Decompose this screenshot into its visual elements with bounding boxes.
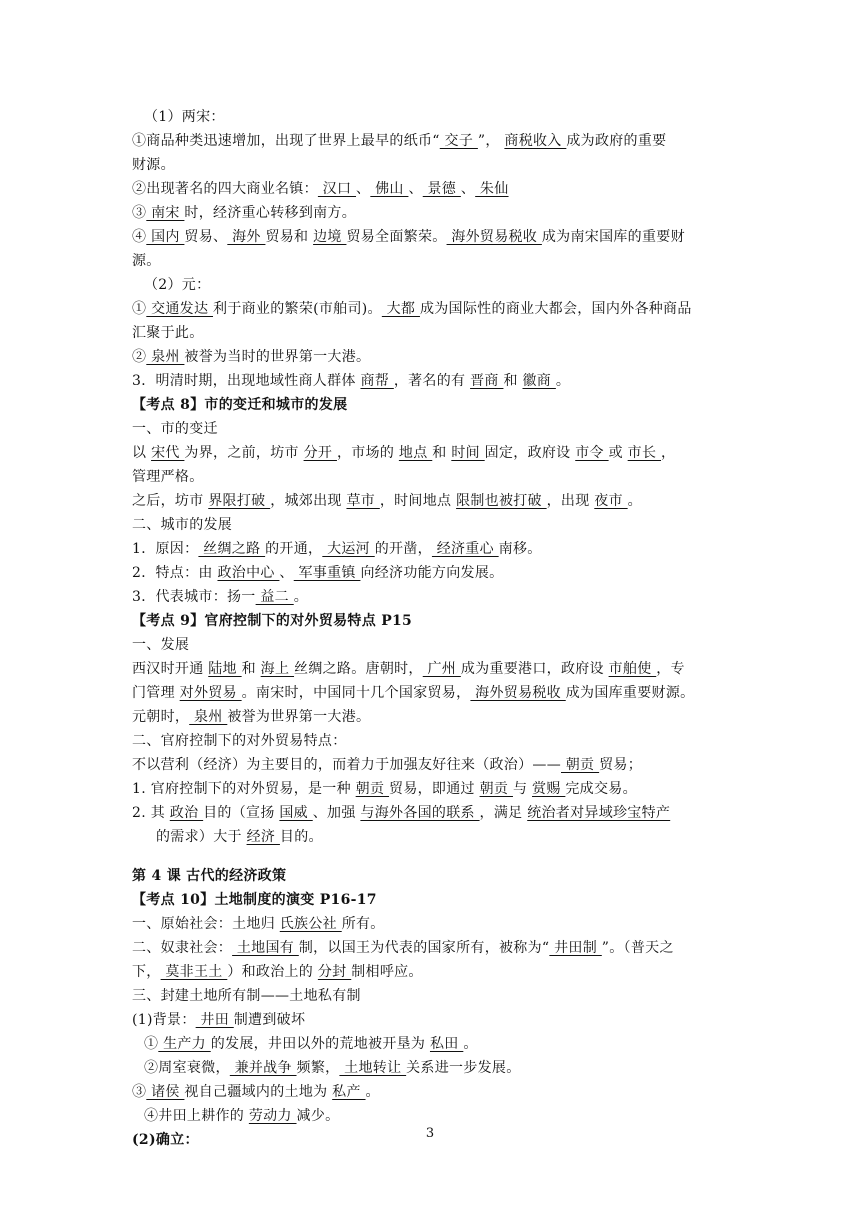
- text-line: [132, 635, 189, 655]
- text-run: 所有。: [341, 916, 385, 932]
- fill-in-answer: 徽商: [522, 373, 556, 389]
- fill-in-answer: 泉州: [146, 349, 185, 365]
- fill-in-answer: 商帮: [360, 373, 394, 389]
- fill-in-answer: 南宋: [146, 205, 185, 221]
- text-line: [132, 443, 675, 463]
- text-run: 丝绸之路。唐朝时，: [294, 661, 423, 677]
- fill-in-answer: 私田: [429, 1036, 464, 1052]
- text-run: 利于商业的繁荣(市舶司)。: [213, 301, 382, 317]
- text-line: [132, 914, 385, 934]
- text-run: ①商品种类迅速增加，出现了世界上最早的纸币“: [132, 133, 440, 149]
- fill-in-answer: 陆地: [208, 661, 242, 677]
- text-run: 被誉为当时的世界第一大港。: [184, 349, 371, 365]
- text-run: 管理严格。: [132, 469, 204, 485]
- fill-in-answer: 晋商: [470, 373, 504, 389]
- text-line: [132, 131, 666, 151]
- text-run: ④井田上耕作的: [144, 1108, 249, 1124]
- text-run: 之后，坊市: [132, 493, 209, 509]
- text-run: 。: [627, 493, 642, 509]
- text-run: 的开凿，: [374, 541, 432, 557]
- text-run: 和: [503, 373, 523, 389]
- text-run: ”，: [477, 133, 505, 149]
- fill-in-answer: 交子: [439, 133, 478, 149]
- text-run: 、: [408, 181, 423, 197]
- text-run: （1）两宋：: [144, 109, 225, 125]
- text-line: [132, 155, 175, 175]
- text-line: [132, 683, 694, 703]
- text-run: 。南宋时，中国同十几个国家贸易，: [241, 685, 471, 701]
- text-run: 2．特点：由: [132, 565, 218, 581]
- text-run: 关系进一步发展。: [406, 1060, 521, 1076]
- text-run: 。: [365, 1084, 380, 1100]
- text-run: 频繁，: [296, 1060, 340, 1076]
- fill-in-answer: 与海外各国的联系: [360, 805, 480, 821]
- fill-in-answer: 益二: [255, 589, 294, 605]
- text-run: ，著名的有: [393, 373, 471, 389]
- text-line: [132, 938, 674, 958]
- text-run: 固定，政府设: [484, 445, 576, 461]
- fill-in-answer: 土地国有: [232, 940, 299, 956]
- section-heading: 【考点 8】市的变迁和城市的发展: [132, 397, 348, 413]
- text-line: [132, 986, 361, 1006]
- fill-in-answer: 海外贸易税收: [470, 685, 566, 701]
- text-run: ，出现: [546, 493, 595, 509]
- text-run: ，专: [656, 661, 685, 677]
- text-line: [132, 587, 308, 607]
- text-line: [144, 1034, 478, 1054]
- fill-in-answer: 市令: [575, 445, 609, 461]
- text-run: ，时间地点: [379, 493, 457, 509]
- text-line: [132, 1082, 380, 1102]
- text-run: 、: [356, 181, 371, 197]
- text-run: 完成交易。: [565, 781, 637, 797]
- fill-in-answer: 市舶使: [608, 661, 657, 677]
- text-line: [132, 731, 347, 751]
- text-run: 3．明清时期，出现地域性商人群体: [132, 373, 361, 389]
- text-run: 被誉为世界第一大港。: [227, 709, 371, 725]
- text-run: 不以营利（经济）为主要目的，而着力于加强友好往来（政治）——: [132, 757, 561, 773]
- text-line: [144, 1058, 521, 1078]
- fill-in-answer: 泉州: [189, 709, 228, 725]
- fill-in-answer: 莫非王土: [160, 964, 228, 980]
- text-line: [132, 515, 232, 535]
- text-line: [132, 611, 412, 631]
- fill-in-answer: 经济: [246, 829, 280, 845]
- text-run: 二、官府控制下的对外贸易特点：: [132, 733, 347, 749]
- text-run: 元朝时，: [132, 709, 190, 725]
- text-run: 为界，之前，坊市: [184, 445, 304, 461]
- text-run: 南移。: [498, 541, 542, 557]
- text-run: 贸易全面繁荣。: [346, 229, 447, 245]
- fill-in-answer: 生产力: [158, 1036, 211, 1052]
- fill-in-answer: 时间: [451, 445, 485, 461]
- text-run: 3．代表城市：扬一: [132, 589, 256, 605]
- text-run: 与: [512, 781, 533, 797]
- text-line: [144, 1106, 339, 1126]
- text-run: ”。（普天之: [601, 940, 674, 956]
- text-run: 或: [608, 445, 628, 461]
- text-run: 成为国库重要财源。: [565, 685, 695, 701]
- text-line: [132, 707, 370, 727]
- text-run: 财源。: [132, 157, 175, 173]
- text-run: ，满足: [479, 805, 528, 821]
- text-line: [132, 755, 642, 775]
- text-line: [132, 323, 204, 343]
- fill-in-answer: 佛山: [370, 181, 409, 197]
- fill-in-answer: 海外贸易税收: [446, 229, 542, 245]
- text-run: 向经济功能方向发展。: [360, 565, 504, 581]
- text-run: 成为南宋国库的重要财: [541, 229, 685, 245]
- fill-in-answer: 对外贸易: [179, 685, 242, 701]
- text-run: 成为国际性的商业大都会，国内外各种商品: [419, 301, 692, 317]
- text-line: [156, 827, 323, 847]
- text-line: [132, 203, 356, 223]
- text-run: 贸易，即通过: [389, 781, 480, 797]
- section-heading: 【考点 9】官府控制下的对外贸易特点 P15: [132, 613, 413, 629]
- fill-in-answer: 草市: [346, 493, 380, 509]
- text-run: ①: [144, 1036, 159, 1052]
- text-line: [132, 395, 347, 415]
- fill-in-answer: 统治者对异域珍宝特产: [527, 805, 671, 821]
- fill-in-answer: 商税收入: [504, 133, 567, 149]
- text-run: 。: [293, 589, 309, 605]
- text-line: [132, 1010, 305, 1030]
- text-run: （2）元：: [144, 277, 211, 293]
- text-run: 制，以国王为代表的国家所有，被称为“: [298, 940, 550, 956]
- fill-in-answer: 朝贡: [561, 757, 600, 773]
- fill-in-answer: 分开: [303, 445, 337, 461]
- page-number: 3: [425, 1126, 435, 1141]
- text-line: [132, 539, 542, 559]
- text-line: [132, 419, 218, 439]
- text-run: 的开通，: [265, 541, 323, 557]
- text-run: 一、原始社会：土地归: [132, 916, 280, 932]
- text-run: ③: [132, 205, 147, 221]
- fill-in-answer: 大都: [381, 301, 420, 317]
- text-run: 1．原因：: [132, 541, 199, 557]
- fill-in-answer: 分封: [317, 964, 352, 980]
- fill-in-answer: 景德: [422, 181, 461, 197]
- text-line: [132, 563, 503, 583]
- fill-in-answer: 政治: [169, 805, 204, 821]
- fill-in-answer: 国威: [279, 805, 313, 821]
- text-line: [132, 890, 377, 910]
- fill-in-answer: 海上: [260, 661, 295, 677]
- text-run: 和: [432, 445, 452, 461]
- fill-in-answer: 大运河: [322, 541, 375, 557]
- section-heading: (2)确立：: [132, 1132, 199, 1148]
- fill-in-answer: 丝绸之路: [198, 541, 266, 557]
- text-run: 制遭到破坏: [233, 1012, 306, 1028]
- text-line: [132, 467, 204, 487]
- text-line: [132, 779, 637, 799]
- fill-in-answer: 氏族公社: [279, 916, 342, 932]
- fill-in-answer: 交通发达: [146, 301, 214, 317]
- text-run: ，城郊出现: [270, 493, 347, 509]
- fill-in-answer: 军事重镇: [293, 565, 361, 581]
- text-run: 源。: [132, 253, 161, 269]
- fill-in-answer: 界限打破: [208, 493, 271, 509]
- fill-in-answer: 国内: [146, 229, 185, 245]
- text-line: [132, 299, 692, 319]
- fill-in-answer: 兼并战争: [229, 1060, 297, 1076]
- text-line: [132, 371, 570, 391]
- text-line: [132, 659, 685, 679]
- section-heading: 第 4 课 古代的经济政策: [132, 868, 287, 884]
- fill-in-answer: 限制也被打破: [456, 493, 547, 509]
- text-run: (1)背景：: [132, 1012, 196, 1028]
- text-line: [144, 107, 225, 127]
- text-run: 时，经济重心转移到南方。: [184, 205, 357, 221]
- fill-in-answer: 朝贡: [355, 781, 390, 797]
- text-line: [132, 227, 685, 247]
- text-run: 减少。: [296, 1108, 340, 1124]
- text-line: [144, 275, 210, 295]
- text-run: 目的。: [279, 829, 323, 845]
- text-run: 制相呼应。: [351, 964, 423, 980]
- fill-in-answer: 土地转让: [339, 1060, 407, 1076]
- fill-in-answer: 政治中心: [217, 565, 280, 581]
- text-run: 2. 其: [132, 805, 170, 821]
- text-run: 的发展，井田以外的荒地被开垦为: [210, 1036, 430, 1052]
- text-run: 贸易；: [599, 757, 643, 773]
- text-run: 、: [460, 181, 476, 197]
- text-run: 一、市的变迁: [132, 421, 218, 437]
- fill-in-answer: 市长: [627, 445, 662, 461]
- text-run: ②周室衰微，: [144, 1060, 230, 1076]
- text-run: 目的（宣扬: [203, 805, 280, 821]
- fill-in-answer: 海外: [227, 229, 266, 245]
- text-run: 门管理: [132, 685, 180, 701]
- text-line: [132, 962, 423, 982]
- fill-in-answer: 夜市: [594, 493, 628, 509]
- text-run: 的需求）大于: [156, 829, 247, 845]
- text-run: ）和政治上的: [227, 964, 318, 980]
- text-run: 下，: [132, 964, 161, 980]
- text-run: 二、奴隶社会：: [132, 940, 233, 956]
- text-run: 视自己疆域内的土地为: [184, 1084, 333, 1100]
- text-line: [132, 803, 670, 823]
- text-run: ①: [132, 301, 147, 317]
- text-run: 贸易和: [265, 229, 314, 245]
- text-run: 成为政府的重要: [566, 133, 667, 149]
- fill-in-answer: 赏赐: [532, 781, 566, 797]
- fill-in-answer: 朝贡: [479, 781, 513, 797]
- fill-in-answer: 朱仙: [475, 181, 509, 197]
- text-run: 、加强: [312, 805, 361, 821]
- text-run: 1. 官府控制下的对外贸易，是一种: [132, 781, 356, 797]
- text-run: ②出现著名的四大商业名镇：: [132, 181, 318, 197]
- text-run: 西汉时开通: [132, 661, 209, 677]
- text-line: [132, 866, 286, 886]
- text-run: 汇聚于此。: [132, 325, 204, 341]
- text-run: 和: [241, 661, 261, 677]
- fill-in-answer: 广州: [422, 661, 461, 677]
- text-run: 、: [279, 565, 294, 581]
- fill-in-answer: 地点: [398, 445, 433, 461]
- text-line: [132, 251, 161, 271]
- text-run: ②: [132, 349, 147, 365]
- text-run: 一、发展: [132, 637, 190, 653]
- fill-in-answer: 汉口: [317, 181, 357, 197]
- fill-in-answer: 私产: [332, 1084, 366, 1100]
- text-line: [132, 179, 509, 199]
- text-run: ④: [132, 229, 147, 245]
- text-run: 以: [132, 445, 152, 461]
- fill-in-answer: 劳动力: [248, 1108, 297, 1124]
- text-run: 三、封建土地所有制——土地私有制: [132, 988, 361, 1004]
- fill-in-answer: 经济重心: [431, 541, 499, 557]
- fill-in-answer: 井田制: [549, 940, 602, 956]
- text-line: [132, 347, 370, 367]
- fill-in-answer: 诸侯: [146, 1084, 185, 1100]
- fill-in-answer: 宋代: [151, 445, 185, 461]
- section-heading: 【考点 10】土地制度的演变 P16-17: [132, 892, 377, 908]
- text-run: ，市场的: [336, 445, 399, 461]
- fill-in-answer: 边境: [313, 229, 347, 245]
- text-run: ，: [661, 445, 676, 461]
- text-run: 二、城市的发展: [132, 517, 233, 533]
- text-line: [132, 491, 642, 511]
- text-run: 贸易、: [184, 229, 228, 245]
- text-run: ③: [132, 1084, 147, 1100]
- fill-in-answer: 井田: [195, 1012, 234, 1028]
- text-run: 成为重要港口，政府设: [460, 661, 609, 677]
- text-run: 。: [555, 373, 571, 389]
- text-run: 。: [463, 1036, 478, 1052]
